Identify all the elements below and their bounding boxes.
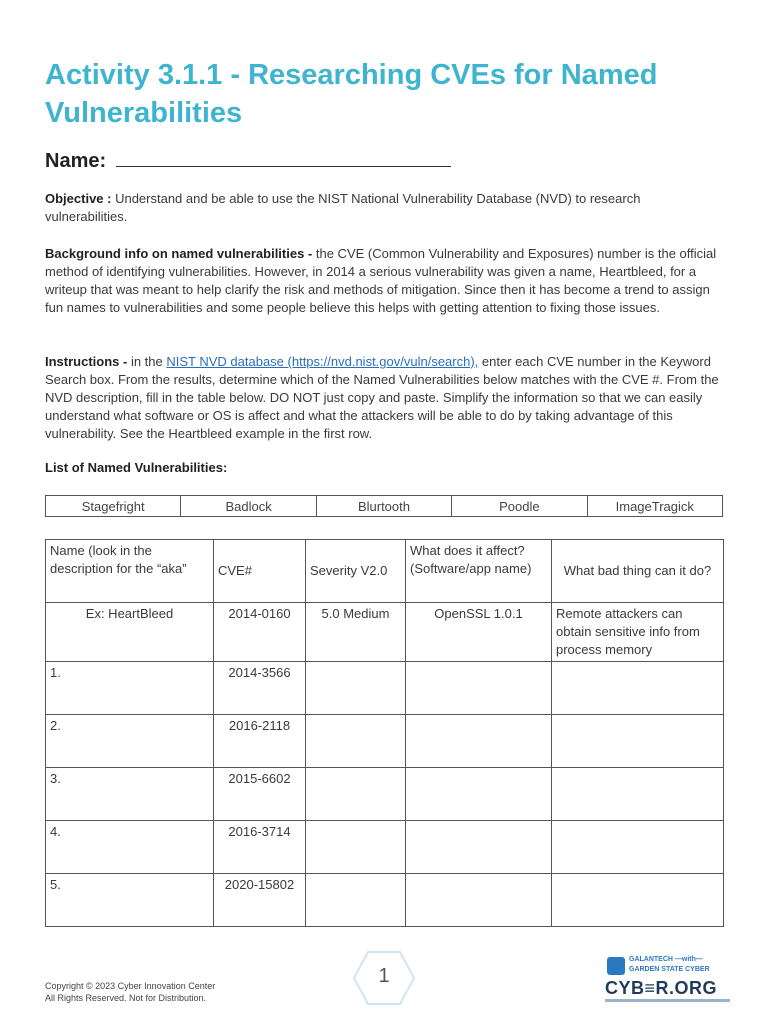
header-cve: CVE# (214, 540, 306, 603)
severity-cell[interactable] (306, 715, 406, 768)
affects-cell[interactable] (406, 662, 552, 715)
row-cve: 2015-6602 (214, 768, 306, 821)
row-cve: 2014-3566 (214, 662, 306, 715)
name-blank-line[interactable] (116, 148, 451, 167)
header-name: Name (look in the description for the “aka” (46, 540, 214, 603)
instructions-pre: in the (127, 354, 167, 369)
logo-line-1: GALANTECH —with— (629, 956, 703, 963)
row-cve: 2016-3714 (214, 821, 306, 874)
background-paragraph (45, 245, 725, 317)
row-cve: 2020-15802 (214, 874, 306, 927)
background-label: Background info on named vulnerabilities - (45, 246, 313, 261)
cve-table (45, 539, 724, 927)
affects-cell[interactable] (406, 768, 552, 821)
instructions-paragraph (45, 353, 725, 443)
affects-cell[interactable] (406, 715, 552, 768)
severity-cell[interactable] (306, 821, 406, 874)
severity-cell[interactable] (306, 768, 406, 821)
table-row (46, 768, 724, 821)
severity-cell[interactable] (306, 662, 406, 715)
objective-paragraph (45, 190, 725, 226)
table-row-example (46, 603, 724, 662)
row-number[interactable]: 3. (46, 768, 214, 821)
row-number[interactable]: 4. (46, 821, 214, 874)
objective-label: Objective : (45, 191, 112, 206)
name-field (45, 148, 451, 173)
row-cve: 2016-2118 (214, 715, 306, 768)
name-label: Name: (45, 150, 107, 172)
effect-cell[interactable] (552, 821, 724, 874)
named-vulnerability: Badlock (181, 496, 316, 517)
header-severity: Severity V2.0 (306, 540, 406, 603)
logo-tagline-bar (605, 999, 730, 1002)
example-severity: 5.0 Medium (306, 603, 406, 662)
table-row (46, 821, 724, 874)
named-vulnerability: Blurtooth (316, 496, 451, 517)
page-title: Activity 3.1.1 - Researching CVEs for Named Vulnerabilities (45, 59, 658, 129)
objective-text: Understand and be able to use the NIST National Vulnerability Database (NVD) to research vulnerabilities. (45, 191, 641, 224)
table-row (46, 715, 724, 768)
table-row (46, 662, 724, 715)
effect-cell[interactable] (552, 715, 724, 768)
header-effect: What bad thing can it do? (552, 540, 724, 603)
list-heading: List of Named Vulnerabilities: (45, 460, 228, 475)
named-vulnerabilities-table (45, 495, 723, 517)
effect-cell[interactable] (552, 662, 724, 715)
named-vulnerability: Poodle (452, 496, 587, 517)
row-number[interactable]: 1. (46, 662, 214, 715)
header-affects: What does it affect? (Software/app name) (406, 540, 552, 603)
logo-line-2: GARDEN STATE CYBER (629, 966, 710, 973)
example-name: Ex: HeartBleed (46, 603, 214, 662)
effect-cell[interactable] (552, 768, 724, 821)
logo-main-text: CYB≡R.ORG (605, 978, 718, 998)
example-affects: OpenSSL 1.0.1 (406, 603, 552, 662)
effect-cell[interactable] (552, 874, 724, 927)
background-text: the CVE (Common Vulnerability and Exposures) number is the official method of identifying vulnerabilities. However, in 2014 a serious vulnerability was given a name, Heartbleed, for a writeup that was meant to help clarify the risk and methods of mitigation. Since then it has become a trend to assign fun names to vulnerabilities and some people believe this helps with getting attention to fixing those issues. (45, 246, 717, 315)
severity-cell[interactable] (306, 874, 406, 927)
instructions-label: Instructions - (45, 354, 128, 369)
footer-copyright (45, 980, 215, 1004)
cyber-org-logo (605, 955, 730, 1005)
page-number: 1 (378, 965, 390, 987)
nvd-link[interactable]: NIST NVD database (https://nvd.nist.gov/vuln/search), (166, 354, 479, 369)
named-vulnerability: ImageTragick (587, 496, 722, 517)
copyright-line-1: Copyright © 2023 Cyber Innovation Center (45, 981, 216, 991)
example-cve: 2014-0160 (214, 603, 306, 662)
table-row (46, 874, 724, 927)
page-number-badge (352, 950, 416, 1006)
row-number[interactable]: 5. (46, 874, 214, 927)
affects-cell[interactable] (406, 874, 552, 927)
copyright-line-2: All Rights Reserved. Not for Distribution. (45, 993, 207, 1003)
named-vulnerability: Stagefright (46, 496, 181, 517)
instructions-post: enter each CVE number in the Keyword Search box. From the results, determine which of the Named Vulnerabilities below matches with the CVE #. From the NVD description, fill in the table below. DO NOT just copy and paste. Simplify the information so that we can easily understand what software or OS is affect and what the attackers will be able to do by taking advantage of this vulnerability. See the Heartbleed example in the first row. (45, 354, 719, 441)
example-effect: Remote attackers can obtain sensitive info from process memory (552, 603, 724, 662)
galantech-badge-icon (607, 957, 625, 975)
affects-cell[interactable] (406, 821, 552, 874)
row-number[interactable]: 2. (46, 715, 214, 768)
